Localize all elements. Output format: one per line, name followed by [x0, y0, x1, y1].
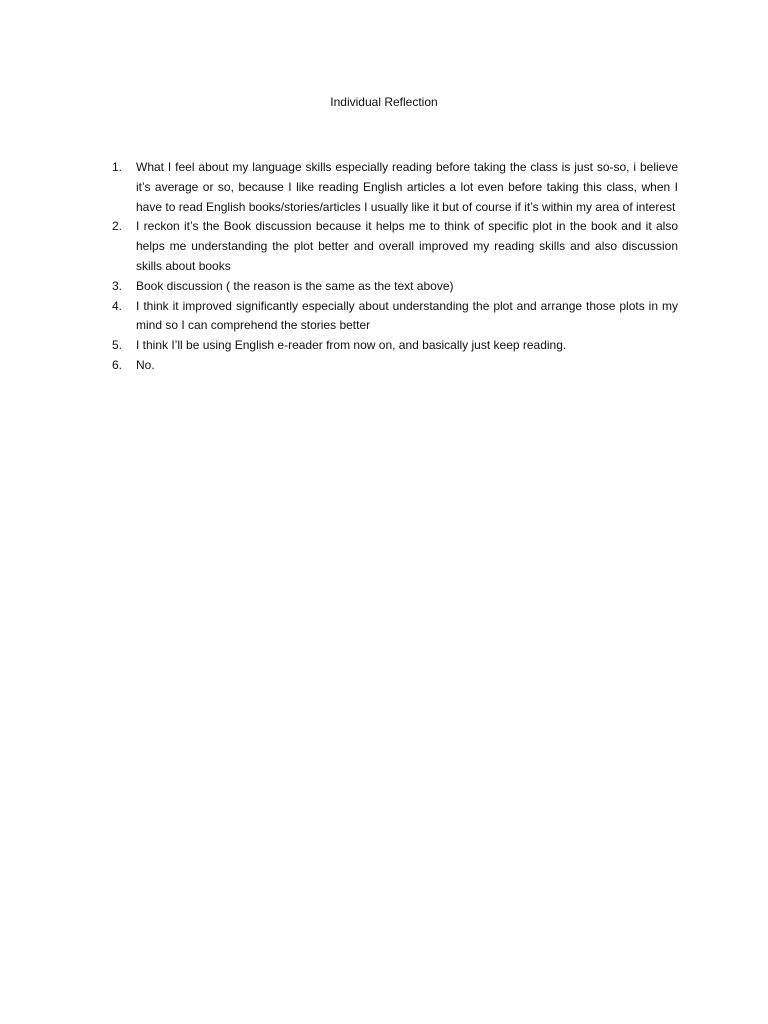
item-text: Book discussion ( the reason is the same as the text above) — [136, 278, 454, 293]
item-text: I think it improved significantly especially about understanding the plot and arrange those plots in my mind so I can comprehend the stories better — [136, 298, 678, 333]
answer-list — [112, 158, 678, 376]
item-number: 4. — [112, 298, 123, 313]
list-item — [112, 336, 678, 356]
item-number: 1. — [112, 160, 123, 174]
item-text: What I feel about my language skills especially reading before taking the class is just so-so, i believe it’s average or so, because I like reading English articles a lot even before taking this class, when I have to read English books/stories/articles I usually like it but of course if it’s within my area of interest — [136, 160, 678, 214]
list-item — [112, 158, 678, 217]
item-text: No. — [136, 357, 155, 372]
item-number: 6. — [112, 357, 123, 372]
item-text: I think I’ll be using English e-reader from now on, and basically just keep reading. — [136, 338, 567, 353]
list-item — [112, 297, 678, 337]
list-item — [112, 356, 678, 376]
item-text: I reckon it’s the Book discussion because it helps me to think of specific plot in the book and it also helps me understanding the plot better and overall improved my reading skills and also discussion skills about books — [136, 219, 678, 273]
document-title: Individual Reflection — [330, 95, 438, 109]
item-number: 5. — [112, 338, 123, 353]
item-number: 2. — [112, 219, 123, 234]
item-number: 3. — [112, 278, 123, 293]
list-item — [112, 217, 678, 276]
list-item — [112, 277, 678, 297]
